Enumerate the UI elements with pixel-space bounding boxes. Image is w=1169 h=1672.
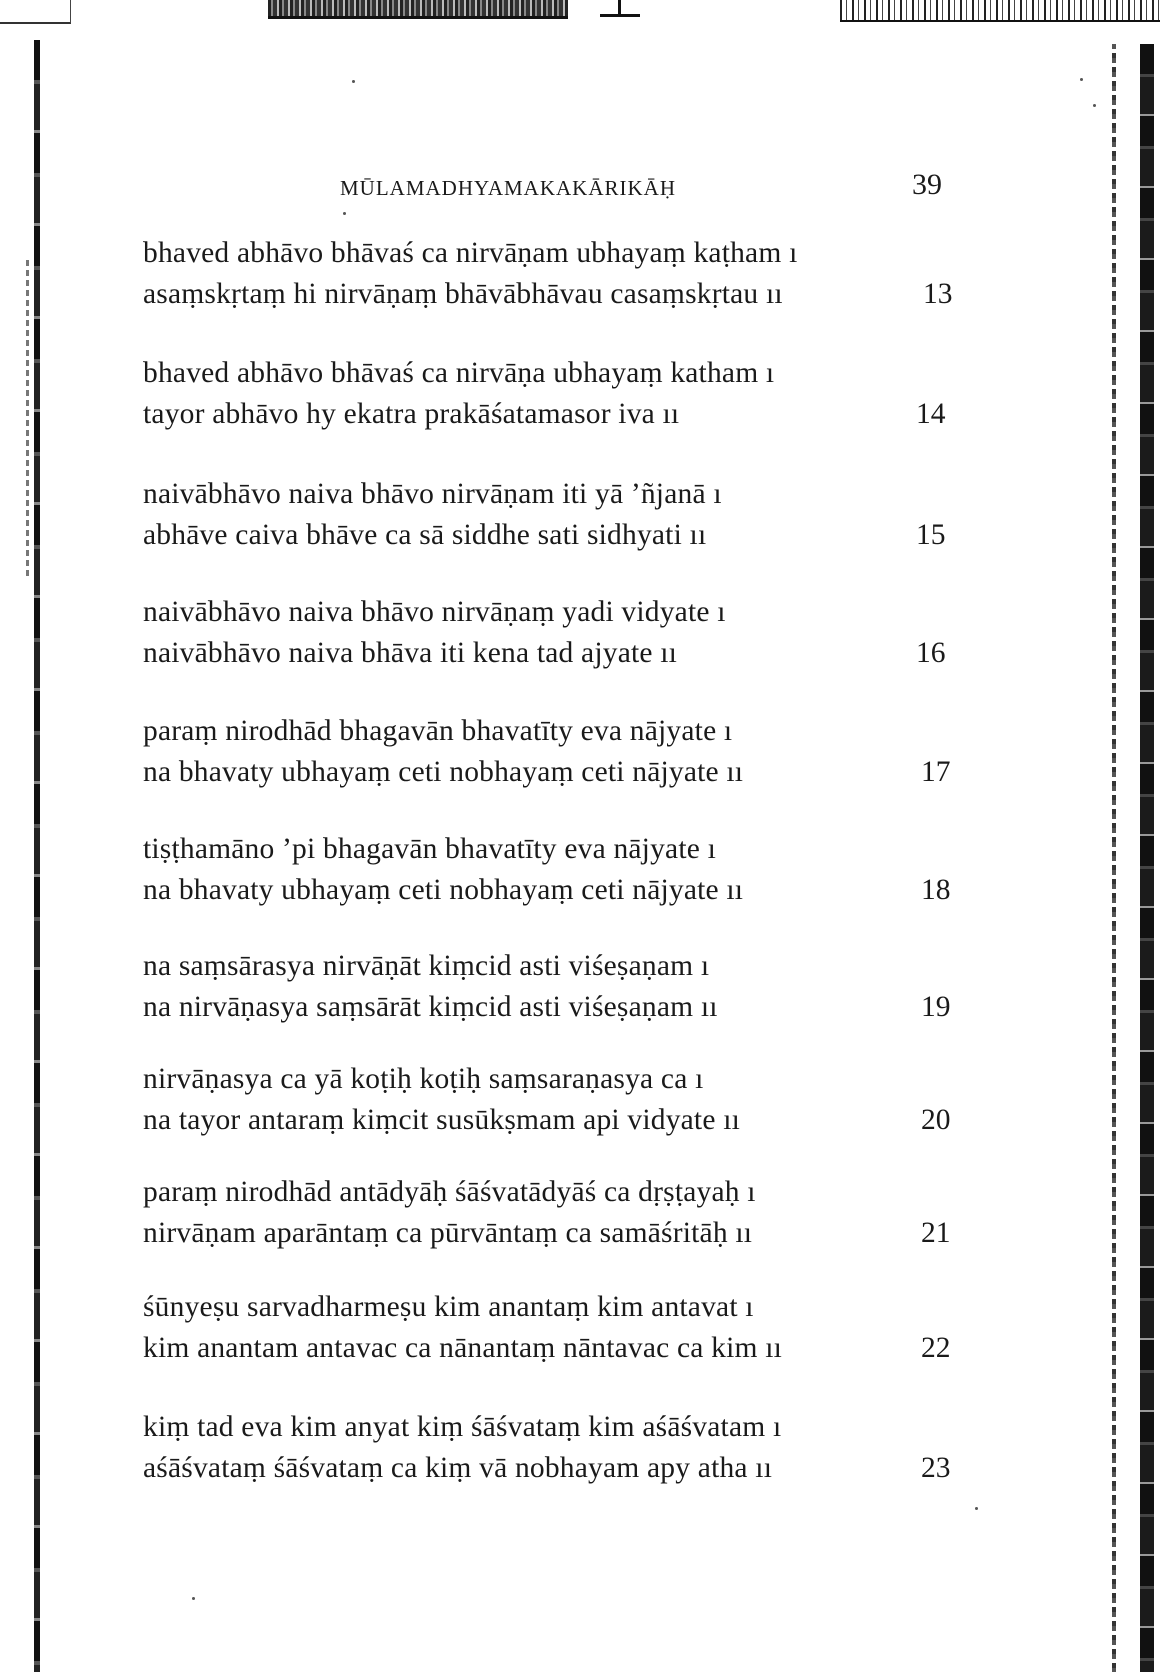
verse-line-2: na bhavaty ubhayaṃ ceti nobhayaṃ ceti nājyate ıı — [143, 874, 744, 906]
verse — [143, 356, 973, 438]
page-header — [340, 168, 940, 208]
scan-artifact-right-edge-inner — [1112, 44, 1116, 1672]
verse-line-1: naivābhāvo naiva bhāvo nirvāṇam iti yā ’ñjanā ı — [143, 478, 722, 510]
verse-line-2: aśāśvataṃ śāśvataṃ ca kiṃ vā nobhayam apy atha ıı — [143, 1452, 773, 1484]
verse-line-1: tiṣṭhamāno ’pi bhagavān bhavatīty eva nājyate ı — [143, 833, 716, 865]
page-number: 39 — [912, 168, 942, 201]
verse-line-1: kiṃ tad eva kim anyat kiṃ śāśvataṃ kim aśāśvatam ı — [143, 1411, 782, 1443]
verse — [143, 236, 973, 318]
scan-artifact-left-edge-faint — [26, 260, 29, 580]
verse-line-2: na nirvāṇasya saṃsārāt kiṃcid asti viśeṣaṇam ıı — [143, 991, 718, 1023]
running-title: MŪLAMADHYAMAKAKĀRIKĀḤ — [340, 176, 676, 200]
verse-number: 16 — [916, 637, 946, 669]
verse-line-2: asaṃskṛtaṃ hi nirvāṇaṃ bhāvābhāvau casaṃskṛtau ıı — [143, 278, 783, 310]
scan-speck — [975, 1507, 978, 1510]
verse-number: 23 — [921, 1452, 951, 1484]
verse-line-1: bhaved abhāvo bhāvaś ca nirvāṇam ubhayaṃ kaṭham ı — [143, 237, 798, 269]
verse-line-2: naivābhāvo naiva bhāva iti kena tad ajyate ıı — [143, 637, 678, 669]
verse — [143, 477, 973, 559]
verse-number: 18 — [921, 874, 951, 906]
verse — [143, 714, 973, 796]
verse — [143, 1175, 973, 1257]
scan-artifact-left-edge — [34, 40, 40, 1672]
verse — [143, 832, 973, 914]
verse-number: 14 — [916, 398, 946, 430]
scan-speck — [343, 212, 346, 215]
scan-artifact-top-right — [840, 0, 1160, 22]
verse — [143, 949, 973, 1031]
verse-line-1: paraṃ nirodhād antādyāḥ śāśvatādyāś ca dṛṣṭayaḥ ı — [143, 1176, 756, 1208]
verse-line-1: naivābhāvo naiva bhāvo nirvāṇaṃ yadi vidyate ı — [143, 596, 726, 628]
verse — [143, 1290, 973, 1372]
scan-speck — [1093, 104, 1096, 107]
verse-number: 20 — [921, 1104, 951, 1136]
verse-line-2: na tayor antaraṃ kiṃcit susūkṣmam api vidyate ıı — [143, 1104, 740, 1136]
scan-artifact-top-left — [0, 0, 71, 24]
scan-speck — [1080, 78, 1083, 81]
verse-line-1: nirvāṇasya ca yā koṭiḥ koṭiḥ saṃsaraṇasya ca ı — [143, 1063, 704, 1095]
scan-artifact-top-mid — [268, 0, 568, 19]
verse — [143, 1410, 973, 1492]
verse — [143, 1062, 973, 1144]
verse-number: 22 — [921, 1332, 951, 1364]
verse-number: 15 — [916, 519, 946, 551]
verse-line-2: na bhavaty ubhayaṃ ceti nobhayaṃ ceti nājyate ıı — [143, 756, 744, 788]
verse-line-1: paraṃ nirodhād bhagavān bhavatīty eva nājyate ı — [143, 715, 733, 747]
verse-number: 21 — [921, 1217, 951, 1249]
scan-speck — [192, 1597, 195, 1600]
scan-speck — [352, 80, 355, 83]
verse-number: 19 — [921, 991, 951, 1023]
verse-line-2: abhāve caiva bhāve ca sā siddhe sati sidhyati ıı — [143, 519, 707, 551]
verse-line-2: kim anantam antavac ca nānantaṃ nāntavac ca kim ıı — [143, 1332, 783, 1364]
verse-number: 17 — [921, 756, 951, 788]
verse-line-2: nirvāṇam aparāntaṃ ca pūrvāntaṃ ca samāśritāḥ ıı — [143, 1217, 753, 1249]
verse-line-1: na saṃsārasya nirvāṇāt kiṃcid asti viśeṣaṇam ı — [143, 950, 710, 982]
verse-line-1: bhaved abhāvo bhāvaś ca nirvāṇa ubhayaṃ katham ı — [143, 357, 775, 389]
verse-number: 13 — [923, 278, 953, 310]
verse — [143, 595, 973, 677]
verse-line-2: tayor abhāvo hy ekatra prakāśatamasor iva ıı — [143, 398, 680, 430]
verse-line-1: śūnyeṣu sarvadharmeṣu kim anantaṃ kim antavat ı — [143, 1291, 754, 1323]
scan-artifact-top-mark — [600, 0, 640, 17]
scan-artifact-right-edge — [1140, 44, 1154, 1672]
